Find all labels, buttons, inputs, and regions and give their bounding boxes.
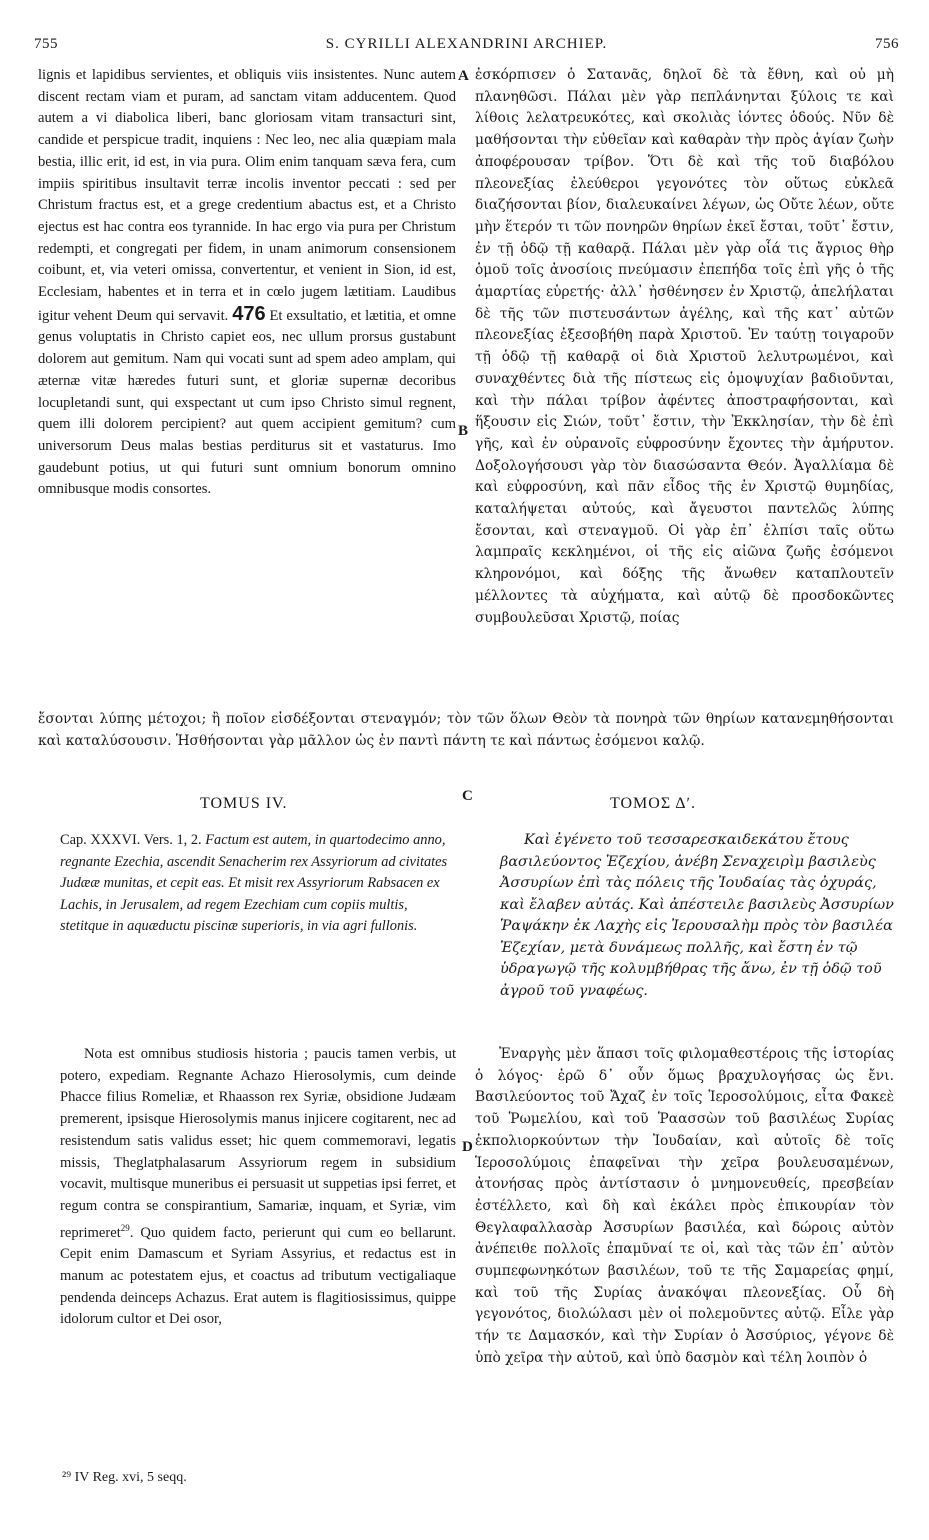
- latin-body-text-a: Nota est omnibus studiosis historia ; paucis tamen verbis, ut potero, expediam. Regnante Achazo Hierosolymis, cum deinde Phacce filius Romeliæ, et Rhaasson rex Syriæ, obsidione Judæam premerent, ipsisque Hierosolymis manus injicere cogitarent, nec ad resistendum satis validus esset; hic quem commemoravi, legatis missis, Theglatphalasarum Assyriorum regem in subsidium vocavit, multisque muneribus ei persuasit ut suppetias ipsi ferret, et regum contra se conspirantium, Samariæ, inquam, et Syriæ, vim reprimeret: [60, 1046, 456, 1241]
- footnote-reference: 29: [120, 1222, 130, 1233]
- greek-text-top: ἐσκόρπισεν ὁ Σατανᾶς, δηλοῖ δὲ τὰ ἔθνη, καὶ οὐ μὴ πλανηθῶσι. Πάλαι μὲν γὰρ πεπλάνηνται ξύλοις τε καὶ λίθοις λελατρευκότες, καὶ σκολιὰς ἰόντες ὁδούς. Νῦν δὲ μαθήσονται τὴν εὐθεῖαν καὶ καθαρὰν τὴν πρὸς ἁγίαν ζωὴν ἀποφέρουσαν τρίβον. Ὅτι δὲ καὶ τῆς τοῦ διαβόλου πλεονεξίας ἐλεύθεροι γεγονότες τὸν οὕτως εὐκλεᾶ διαζήσονται βίον, διαλευκαίνει λέγων, ὡς Οὔτε λέων, οὔτε μὴν ἕτερόν τι τῶν πονηρῶν θηρίων ἐκεῖ ἔσται, τοῦτ᾽ ἔστιν, ἐν τῇ ὁδῷ τῇ καθαρᾷ. Πάλαι μὲν γὰρ οἷά τις ἄγριος θὴρ ὁμοῦ τοῖς ἀνοσίοις πνεύμασιν ἐπεπήδα τοῖς ἐπὶ γῆς ὁ τῆς ἁμαρτίας εὑρετής· ἀλλ᾽ ἠσθένησεν ἐν Χριστῷ, ἀπελήλαται δὲ τῆς τῶν πιστευσάντων ἀγέλης, καὶ τῆς κατ᾽ αὐτῶν πλεονεξίας ἐξεσοβήθη παρὰ Χριστοῦ. Ἐν ταύτῃ τοιγαροῦν τῇ ὁδῷ τῇ καθαρᾷ οἱ διὰ Χριστοῦ λελυτρωμένοι, καὶ συναχθέντες διὰ τῆς πίστεως εἰς ὁμοψυχίαν βαδιοῦνται, καὶ τὴν πάλαι τρίβον ἀφέντες ἀποστραφήσονται, καὶ ἥξουσιν εἰς Σιών, τοῦτ᾽ ἔστιν, τὴν Ἐκκλησίαν, τὴν δὲ ἐπὶ γῆς, καὶ ἐν οὐρανοῖς εὐφροσύνην ἔχοντες τὴν ἀμήρυτον. Δοξολογήσουσι γὰρ τὸν διασώσαντα Θεόν. Ἀγαλλίαμα δὲ καὶ εὐφροσύνη, καὶ πᾶν εἶδος τῆς ἐν Χριστῷ θυμηδίας, καταλήψεται αὐτούς, καὶ ἄγευστοι παντελῶς λύπης ἔσονται, καὶ στεναγμοῦ. Οἱ γὰρ ἐπ᾽ ἐλπίσι ταῖς οὕτω λαμπραῖς κεκλημένοι, οἱ τῆς εἰς αἰῶνα ζωῆς ἐσόμενοι κληρονόμοι, καὶ δόξης τῆς ἄνωθεν καταπλουτεῖν μέλλοντες τὰ αὐχήματα, καὶ αὐτῷ δὲ προσδοκῶντες συμβουλεῦσαι Χριστῷ, ποίας: [475, 67, 894, 626]
- tomus-heading-greek: ΤΟΜΟΣ Δʹ.: [610, 795, 697, 812]
- chapter-verse-latin: [60, 830, 456, 938]
- left-page-number: 755: [34, 36, 58, 52]
- greek-column-top: [475, 65, 894, 629]
- chapter-verse-latin-text: Factum est autem, in quartodecimo anno, regnante Ezechia, ascendit Senacherim rex Assyriorum ad civitates Judææ munitas, et cepit eas. Et misit rex Assyriorum Rabsacen ex Lachis, in Jerusalem, ad regem Ezechiam cum copiis multis, stetitque in aquæductu piscinæ superioris, in via agri fullonis.: [60, 832, 448, 934]
- tomus-heading-latin: TOMUS IV.: [200, 795, 288, 812]
- greek-body-text: Ἐναργὴς μὲν ἅπασι τοῖς φιλομαθεστέροις τῆς ἱστορίας ὁ λόγος· ἐρῶ δ᾽ οὖν ὅμως βραχυλογήσας ὡς ἔνι. Βασιλεύοντος τοῦ Ἄχαζ ἐν τοῖς Ἱεροσολύμοις, εἶτα Φακεὲ τοῦ Ῥωμελίου, καὶ τοῦ Ῥαασσὼν τοῦ βασιλέως Συρίας ἐκπολιορκούντων τὴν Ἰουδαίαν, καὶ αὐτοῖς δὲ τοῖς Ἱεροσολύμοις ἐπαφεῖναι τὴν χεῖρα βουλευσαμένων, ἀτονήσας πρὸς ἀντίστασιν ὁ μνημονευθείς, πρεσβείαν ἐστέλλετο, καὶ δὴ καὶ ἐκάλει πρὸς ἐπικουρίαν τὸν Θεγλαφαλλασὰρ Ἀσσυρίων βασιλέα, καὶ δώροις αὐτὸν ἀνέπειθε πολλοῖς ἐπαμῦναί τε οἱ, καὶ τὰς τῶν ἐπ᾽ αὐτὸν συμπεφωνηκότων βασιλέων, τοῦ τε τῆς Σαμαρείας φημί, καὶ τοῦ τῆς Συρίας ἀνακόψαι πλεονεξίας. Οὗ δὴ γεγονότος, διολώλασι μὲν οἱ πολεμοῦντες αὐτῷ. Εἷλε γὰρ τήν τε Δαμασκόν, καὶ τὴν Συρίαν ὁ Ἀσσύριος, γέγονε δὲ ὑπὸ χεῖρα τὴν αὐτοῦ, καὶ ὑπὸ δασμὸν καὶ τέλη λοιπὸν ὁ: [475, 1046, 894, 1366]
- greek-spanning-text: [38, 709, 894, 752]
- latin-column-body: [60, 1044, 456, 1331]
- footnote: ²⁹ IV Reg. xvi, 5 seqq.: [62, 1470, 187, 1485]
- running-title: S. CYRILLI ALEXANDRINI ARCHIEP.: [325, 36, 608, 52]
- greek-text-span: ἔσονται λύπης μέτοχοι; ἢ ποῖον εἰσδέξονται στεναγμόν; τὸν τῶν ὅλων Θεὸν τὰ πονηρὰ τῶν θηρίων κατανεμηθήσονται καὶ καταλύσουσιν. Ἡσθήσονται γὰρ μᾶλλον ὡς ἐν παντὶ πάντη τε καὶ πάντως ἐσόμενοι καλῷ.: [38, 711, 894, 749]
- latin-text-top-b: Et exsultatio, et lætitia, et omne genus voluptatis in Christo capiet eos, nec ullum prorsus gustabunt dolorem aut gemitum. Nam qui vocati sunt ad spem adeo amplam, qui æternæ vitæ hæredes futuri sunt, et gloriæ supernæ decoribus locupletandi sunt, qui exspectant ut cum ipso Christo simul regnent, quem illi dolorem percipient? aut quem accipient gemitum? cum universorum Deus malas bestias perditurus sit et vastaturus. Imo gaudebunt potius, ut qui futuri sunt omnium bonorum omnino omnibusque modis consortes.: [38, 307, 456, 498]
- latin-body-text-b: . Quo quidem facto, perierunt qui cum eo bellarunt. Cepit enim Damascum et Syriam Assyrius, et redactus est in manum ac potestatem ejus, et coactus ad tributum vectigaliaque pendenda deinceps Achazus. Erat autem is flagitiosissimus, quippe idolorum cultor et Dei osor,: [60, 1224, 456, 1328]
- column-marker-number: 476: [232, 302, 266, 325]
- chapter-verse-greek: [500, 830, 894, 1002]
- latin-column-top: [38, 65, 456, 501]
- chapter-verse-greek-text: Καὶ ἐγένετο τοῦ τεσσαρεσκαιδεκάτου ἔτους βασιλεύοντος Ἐζεχίου, ἀνέβη Σεναχειρὶμ βασιλεὺς Ἀσσυρίων ἐπὶ τὰς πόλεις τῆς Ἰουδαίας τὰς ὀχυράς, καὶ ἔλαβεν αὐτάς. Καὶ ἀπέστειλε βασιλεὺς Ἀσσυρίων Ῥαψάκην ἐκ Λαχὴς εἰς Ἰερουσαλὴμ πρὸς τὸν βασιλέα Ἐζεχίαν, μετὰ δυνάμεως πολλῆς, καὶ ἔστη ἐν τῷ ὑδραγωγῷ τῆς κολυμβήθρας τῆς ἄνω, ἐν τῇ ὁδῷ τοῦ ἀγροῦ τοῦ γναφέως.: [500, 832, 894, 999]
- margin-letter-a: A: [458, 68, 469, 84]
- running-header: [34, 36, 899, 58]
- right-page-number: 756: [875, 36, 899, 52]
- margin-letter-d: D: [462, 1139, 473, 1155]
- margin-letter-b: B: [458, 423, 469, 439]
- greek-column-body: [475, 1044, 894, 1370]
- latin-text-top-a: lignis et lapidibus servientes, et obliquis viis insistentes. Nunc autem discent rectam viam et puram, ad sanctam vitam adducentem. Quod autem a vi diabolica liberi, banc gloriosam vitam transacturi sint, candide et perspicue tradit, inquiens : Nec leo, nec alia quæpiam mala bestia, illic erit, id est, in via pura. Olim enim tanquam sæva fera, cum impiis spiritibus insultavit terræ incolis inventor peccati : sed per Christum fractus est, et a grege credentium abactus est, et a Christo ejectus est hac contra eos tyrannide. In hac ergo via pura per Christum redempti, et congregati per fidem, in unam animorum consensionem coibunt, et, via veteri omissa, convertentur, et venient in Sion, id est, Ecclesiam, habentes et in terra et in cœlo jugem lætitiam. Laudibus igitur vehent Deum qui servavit.: [38, 67, 456, 324]
- margin-letter-c: C: [462, 788, 473, 804]
- chapter-verse-label: Cap. XXXVI. Vers. 1, 2.: [60, 832, 202, 848]
